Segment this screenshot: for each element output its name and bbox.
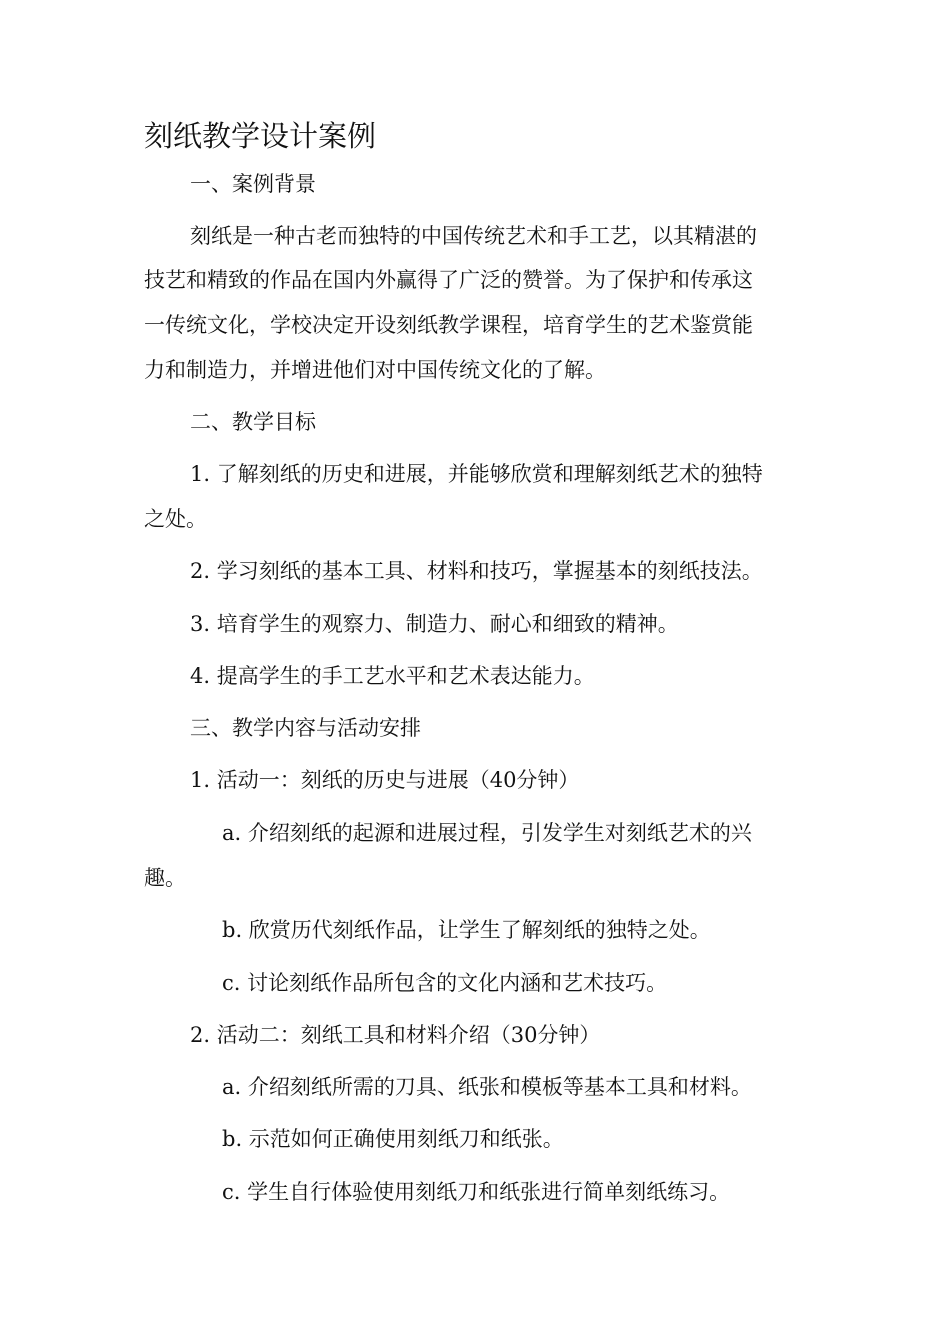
- section-heading-goals: 二、教学目标: [190, 410, 316, 434]
- activity-2-item-b: b. 示范如何正确使用刻纸刀和纸张。: [222, 1127, 564, 1151]
- activity-1-item-c: c. 讨论刻纸作品所包含的文化内涵和艺术技巧。: [222, 971, 668, 995]
- goal-item-3: 3. 培育学生的观察力、制造力、耐心和细致的精神。: [190, 612, 679, 636]
- section-heading-background: 一、案例背景: [190, 172, 316, 196]
- activity-2-item-c: c. 学生自行体验使用刻纸刀和纸张进行简单刻纸练习。: [222, 1180, 731, 1204]
- goal-item-1-continuation: 之处。: [144, 507, 207, 531]
- activity-2-item-a: a. 介绍刻纸所需的刀具、纸张和模板等基本工具和材料。: [222, 1075, 752, 1099]
- goal-item-1: 1. 了解刻纸的历史和进展，并能够欣赏和理解刻纸艺术的独特: [190, 462, 763, 486]
- goal-item-4: 4. 提高学生的手工艺水平和艺术表达能力。: [190, 664, 595, 688]
- paragraph-line: 力和制造力，并增进他们对中国传统文化的了解。: [144, 358, 606, 382]
- activity-2-title: 2. 活动二：刻纸工具和材料介绍（30分钟）: [190, 1023, 601, 1047]
- goal-item-2: 2. 学习刻纸的基本工具、材料和技巧，掌握基本的刻纸技法。: [190, 559, 763, 583]
- activity-1-item-a-continuation: 趣。: [144, 866, 186, 890]
- paragraph-line: 技艺和精致的作品在国内外赢得了广泛的赞誉。为了保护和传承这: [144, 268, 753, 292]
- section-heading-content: 三、教学内容与活动安排: [190, 716, 421, 740]
- paragraph-line: 一传统文化，学校决定开设刻纸教学课程，培育学生的艺术鉴赏能: [144, 313, 753, 337]
- document-title: 刻纸教学设计案例: [144, 119, 377, 153]
- activity-1-item-b: b. 欣赏历代刻纸作品，让学生了解刻纸的独特之处。: [222, 918, 711, 942]
- activity-1-title: 1. 活动一：刻纸的历史与进展（40分钟）: [190, 768, 580, 792]
- paragraph-line: 刻纸是一种古老而独特的中国传统艺术和手工艺，以其精湛的: [190, 224, 757, 248]
- activity-1-item-a: a. 介绍刻纸的起源和进展过程，引发学生对刻纸艺术的兴: [222, 821, 752, 845]
